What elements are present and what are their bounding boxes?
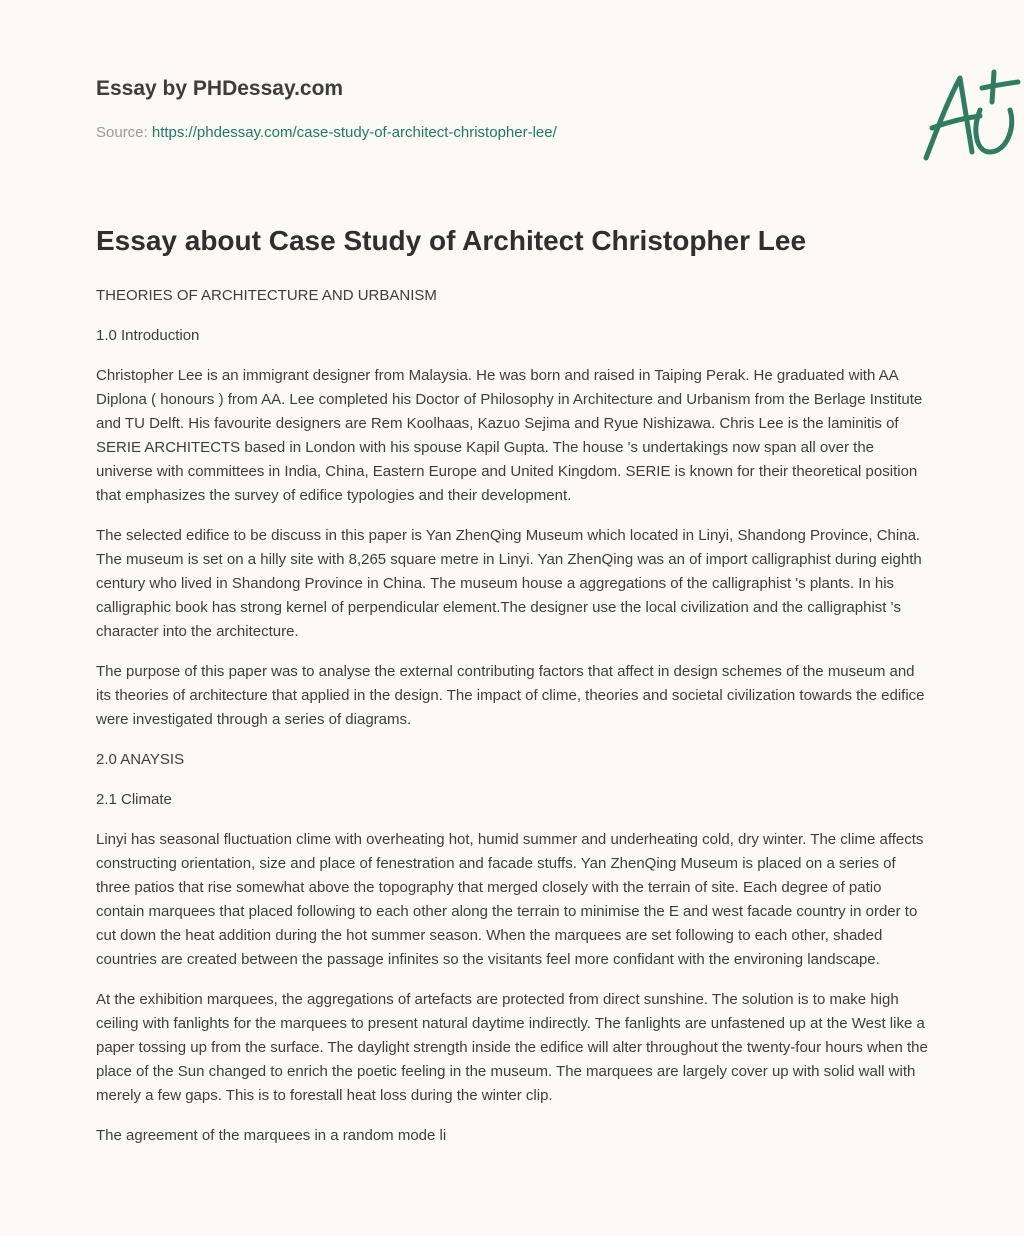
paragraph: At the exhibition marquees, the aggregations of artefacts are protected from direct sunshine. The solution is to make high ceiling with fanlights for the marquees to present natural daytime indirectly. The fanlights are unfastened up at the West like a paper tossing up from the surface. The daylight strength inside the edifice will alter throughout the twenty-four hours when the place of the Sun changed to enrich the poetic feeling in the museum. The marquees are largely cover up with solid wall with merely a few gaps. This is to forestall heat loss during the winter clip.	[96, 991, 928, 1104]
paragraph: The selected edifice to be discuss in this paper is Yan ZhenQing Museum which located in Linyi, Shandong Province, China. The museum is set on a hilly site with 8,265 square metre in Linyi. Yan ZhenQing was an of import calligraphist during eighth century who lived in Shandong Province in China. The museum house a aggregations of the calligraphist 's plants. In his calligraphic book has strong kernel of perpendicular element.The designer use the local civilization and the calligraphist 's character into the architecture.	[96, 527, 922, 640]
paragraph: The purpose of this paper was to analyse the external contributing factors that affect in design schemes of the museum and its theories of architecture that applied in the design. The impact of clime, theories and societal civilization towards the edifice were investigated through a series of diagrams.	[96, 663, 925, 728]
source-line	[96, 124, 557, 141]
essay-body	[96, 284, 932, 1164]
paragraph: The agreement of the marquees in a random mode li	[96, 1127, 447, 1144]
source-label: Source:	[96, 124, 152, 141]
paragraph: 1.0 Introduction	[96, 327, 200, 344]
paragraph: Christopher Lee is an immigrant designer from Malaysia. He was born and raised in Taiping Perak. He graduated with AA Diplona ( honours ) from AA. Lee completed his Doctor of Philosophy in Architecture and Urbanism from the Berlage Institute and TU Delft. His favourite designers are Rem Koolhaas, Kazuo Sejima and Ryue Nishizawa. Chris Lee is the laminitis of SERIE ARCHITECTS based in London with his spouse Kapil Gupta. The house 's undertakings now span all over the universe with committees in India, China, Eastern Europe and United Kingdom. SERIE is known for their theoretical position that emphasizes the survey of edifice typologies and their development.	[96, 367, 923, 504]
source-link[interactable]: https://phdessay.com/case-study-of-architect-christopher-lee/	[151, 124, 557, 141]
a-plus-logo-icon	[918, 66, 1022, 166]
site-title: Essay by PHDessay.com	[96, 77, 344, 100]
essay-title: Essay about Case Study of Architect Christopher Lee	[96, 225, 807, 256]
paragraph: 2.0 ANAYSIS	[96, 751, 185, 768]
paragraph: 2.1 Climate	[96, 791, 172, 808]
paragraph: Linyi has seasonal fluctuation clime with overheating hot, humid summer and underheating cold, dry winter. The clime affects constructing orientation, size and place of fenestration and facade stuffs. Yan ZhenQing Museum is placed on a series of three patios that rise somewhat above the topography that merged closely with the terrain of site. Each degree of patio contain marquees that placed following to each other along the terrain to minimise the E and west facade country in order to cut down the heat addition during the hot summer season. When the marquees are set following to each other, shaded countries are created between the passage infinites so the visitants feel more confidant with the environing landscape.	[96, 831, 924, 968]
paragraph: THEORIES OF ARCHITECTURE AND URBANISM	[96, 287, 437, 304]
